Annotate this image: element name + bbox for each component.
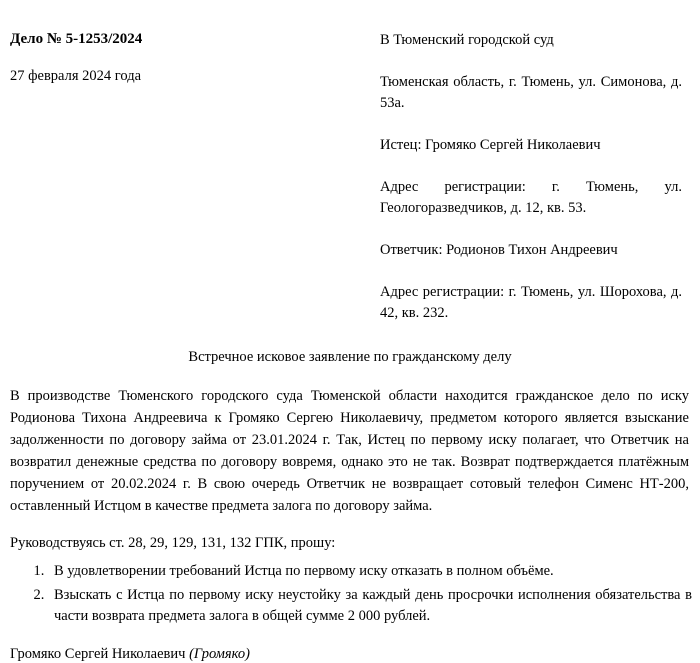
header-right-column: [380, 30, 692, 324]
signature-name: Громяко Сергей Николаевич: [10, 646, 186, 663]
signature-mark: (Громяко): [189, 646, 250, 663]
case-number: Дело № 5-1253/2024: [10, 31, 143, 47]
demands-list: [8, 561, 692, 628]
legal-basis-lead-in: Руководствуясь ст. 28, 29, 129, 131, 132 ГПК, прошу:: [10, 535, 336, 552]
defendant-name: Ответчик: Родионов Тихон Андреевич: [380, 242, 618, 259]
document-body: В производстве Тюменского городского суда Тюменской области находится гражданское дело по иску Родионова Тихона Андреевича к Громяко Сергею Николаевичу, предметом которого является взыскание задолженности по договору займа от 23.01.2024 г. Так, Истец по первому иску полагает, что Ответчик на возвратил денежные средства по договору вовремя, однако это не так. Возврат подтверждается платёжным поручением от 20.02.2024 г. В свою очередь Ответчик не возвращает сотовый телефон Сименс НТ-200, оставленный Истцом в качестве предмета залога по договору займа.: [10, 387, 689, 515]
court-address: Тюменская область, г. Тюмень, ул. Симонова, д. 53а.: [380, 74, 682, 112]
plaintiff-name: Истец: Громяко Сергей Николаевич: [380, 137, 601, 154]
signature-line: [8, 646, 692, 663]
list-item: 1. В удовлетворении требований Истца по первому иску отказать в полном объёме.: [48, 561, 692, 583]
plaintiff-address: Адрес регистрации: г. Тюмень, ул. Геологоразведчиков, д. 12, кв. 53.: [380, 179, 682, 217]
header-left-column: [8, 30, 380, 85]
document-title: Встречное исковое заявление по гражданскому делу: [188, 349, 512, 366]
court-name: В Тюменский городской суд: [380, 32, 554, 48]
list-item: 2. Взыскать с Истца по первому иску неустойку за каждый день просрочки исполнения обязательства в части возврата предмета залога в общей сумме 2 000 рублей.: [48, 585, 692, 629]
document-header: [8, 30, 692, 324]
defendant-address: Адрес регистрации: г. Тюмень, ул. Шорохова, д. 42, кв. 232.: [380, 284, 682, 322]
document-date: 27 февраля 2024 года: [10, 68, 142, 84]
